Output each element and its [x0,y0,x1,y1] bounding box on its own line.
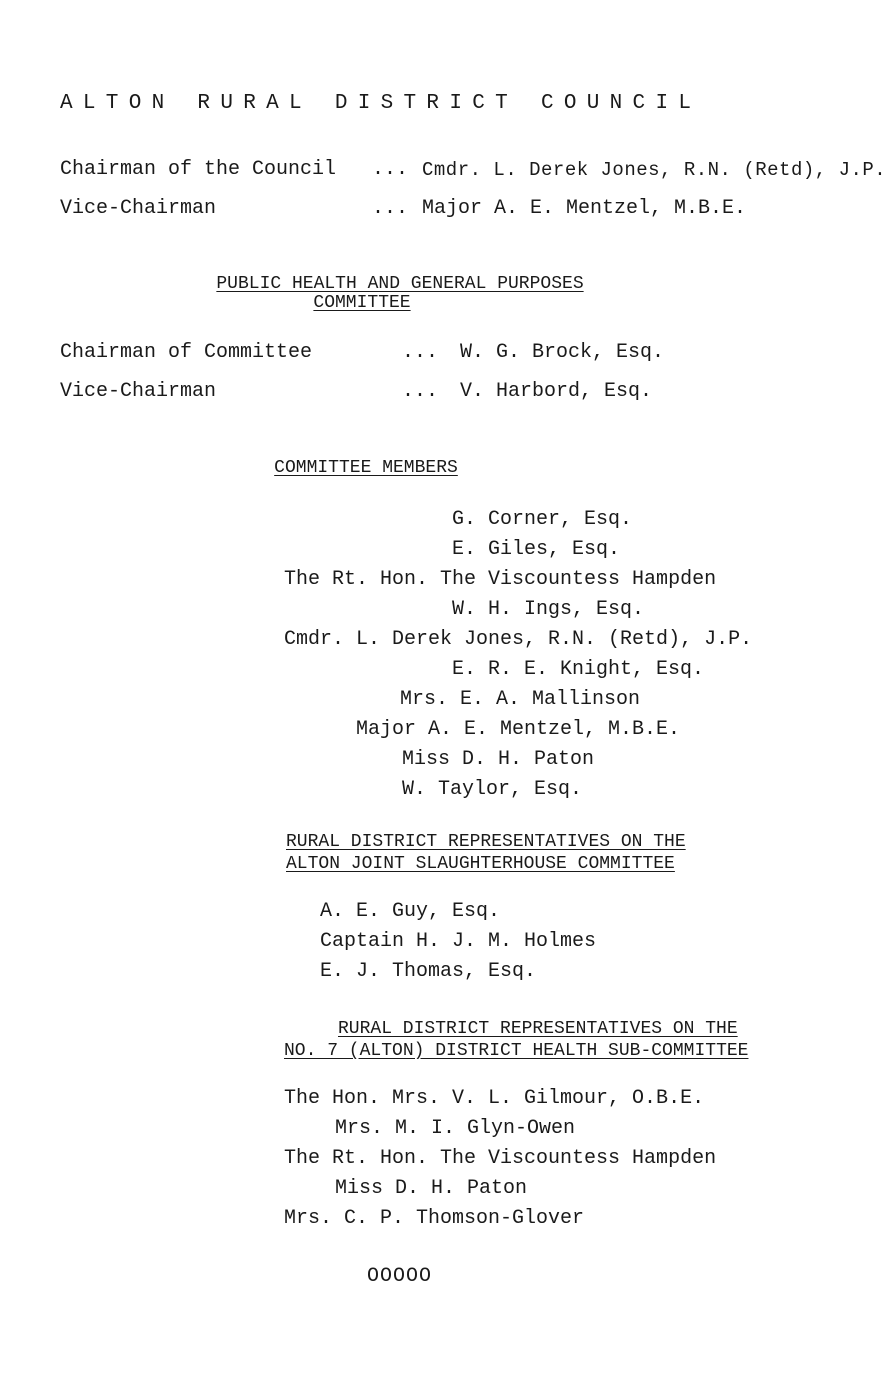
health-member: The Hon. Mrs. V. L. Gilmour, O.B.E. [284,1087,705,1110]
member-item: W. H. Ings, Esq. [452,598,645,621]
member-item: G. Corner, Esq. [452,508,633,531]
members-heading: COMMITTEE MEMBERS [274,458,458,478]
committee-vice-dots: ... [402,380,439,403]
council-chairman-label: Chairman of the Council [60,158,337,181]
council-chairman-name: Cmdr. L. Derek Jones, R.N. (Retd), J.P. [422,159,886,181]
member-item: E. R. E. Knight, Esq. [452,658,705,681]
member-item: Miss D. H. Paton [402,748,595,771]
member-item: Major A. E. Mentzel, M.B.E. [356,718,681,741]
member-item: W. Taylor, Esq. [402,778,583,801]
member-item: Mrs. E. A. Mallinson [400,688,641,711]
slaughterhouse-member: A. E. Guy, Esq. [320,900,501,923]
slaughterhouse-member: Captain H. J. M. Holmes [320,930,597,953]
health-member: Mrs. M. I. Glyn-Owen [335,1117,576,1140]
member-item: The Rt. Hon. The Viscountess Hampden [284,568,717,591]
council-vice-dots: ... [372,197,409,220]
council-vice-name: Major A. E. Mentzel, M.B.E. [422,197,747,220]
health-member: The Rt. Hon. The Viscountess Hampden [284,1147,717,1170]
health-heading-line1: RURAL DISTRICT REPRESENTATIVES ON THE [338,1019,738,1039]
health-member: Miss D. H. Paton [335,1177,528,1200]
health-heading-line2: NO. 7 (ALTON) DISTRICT HEALTH SUB-COMMITTEE [284,1041,749,1061]
council-vice-label: Vice-Chairman [60,197,217,220]
committee-heading-line1: PUBLIC HEALTH AND GENERAL PURPOSES [216,274,584,294]
slaughterhouse-heading-line1: RURAL DISTRICT REPRESENTATIVES ON THE [286,832,686,852]
committee-chairman-name: W. G. Brock, Esq. [460,341,665,364]
council-chairman-dots: ... [372,158,409,181]
committee-vice-label: Vice-Chairman [60,380,217,403]
committee-vice-name: V. Harbord, Esq. [460,380,653,403]
committee-heading-line2: COMMITTEE [313,293,411,313]
member-item: Cmdr. L. Derek Jones, R.N. (Retd), J.P. [284,628,753,651]
slaughterhouse-heading-line2: ALTON JOINT SLAUGHTERHOUSE COMMITTEE [286,854,675,874]
footer-marker: OOOOO [367,1265,433,1288]
slaughterhouse-member: E. J. Thomas, Esq. [320,960,537,983]
member-item: E. Giles, Esq. [452,538,621,561]
committee-chairman-dots: ... [402,341,439,364]
health-member: Mrs. C. P. Thomson-Glover [284,1207,585,1230]
page-title: ALTON RURAL DISTRICT COUNCIL [60,92,702,115]
committee-chairman-label: Chairman of Committee [60,341,313,364]
